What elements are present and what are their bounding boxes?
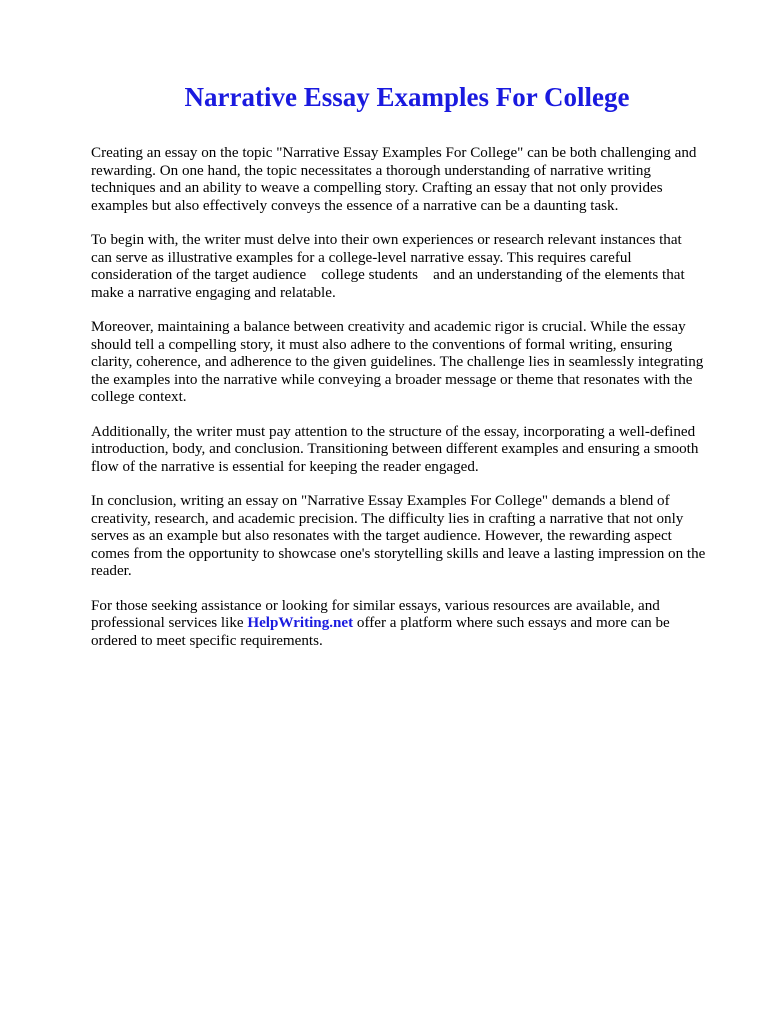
text-line-with-link [91, 615, 741, 633]
text-line: flow of the narrative is essential for keeping the reader engaged. [91, 458, 479, 475]
essay-body [91, 145, 741, 667]
text-line: techniques and an ability to weave a compelling story. Crafting an essay that not only provides [91, 180, 663, 196]
text-line: To begin with, the writer must delve into their own experiences or research relevant instances that [91, 232, 682, 248]
text-line: For those seeking assistance or looking for similar essays, various resources are available, and [91, 597, 660, 614]
paragraph-4 [91, 424, 741, 477]
text-line: should tell a compelling story, it must also adhere to the conventions of formal writing, ensuring [91, 336, 673, 353]
text-line: the examples into the narrative while conveying a broader message or theme that resonates with the [91, 371, 693, 388]
text-line: college context. [91, 389, 187, 405]
text-line: make a narrative engaging and relatable. [91, 284, 336, 301]
helpwriting-link[interactable]: HelpWriting.net [247, 615, 354, 631]
text-line: In conclusion, writing an essay on "Narrative Essay Examples For College" demands a blend of [91, 493, 670, 509]
text-line: creativity, research, and academic precision. The difficulty lies in crafting a narrative that not only [91, 510, 684, 527]
text-line: comes from the opportunity to showcase one's storytelling skills and leave a lasting impression on the [91, 545, 706, 562]
text-line: Additionally, the writer must pay attention to the structure of the essay, incorporating a well-defined [91, 423, 696, 440]
text-line: reader. [91, 563, 132, 579]
paragraph-1 [91, 145, 741, 215]
text-line: ordered to meet specific requirements. [91, 632, 323, 649]
text-line: examples but also effectively conveys the essence of a narrative can be a daunting task. [91, 197, 619, 214]
text-line: can serve as illustrative examples for a college-level narrative essay. This requires careful [91, 249, 632, 266]
paragraph-5 [91, 493, 741, 581]
text-line: serves as an example but also resonates with the target audience. However, the rewarding aspect [91, 528, 672, 544]
paragraph-3 [91, 319, 741, 407]
text-line: Moreover, maintaining a balance between creativity and academic rigor is crucial. While the essay [91, 319, 686, 335]
link-lead-text: professional services like [91, 615, 248, 631]
link-trail-text: offer a platform where such essays and more can be [353, 615, 670, 631]
text-line: introduction, body, and conclusion. Transitioning between different examples and ensuring a smooth [91, 441, 699, 457]
text-line: rewarding. On one hand, the topic necessitates a thorough understanding of narrative writing [91, 162, 651, 179]
paragraph-closing [91, 598, 741, 651]
text-line: clarity, coherence, and adherence to the given guidelines. The challenge lies in seamlessly integrating [91, 354, 704, 370]
paragraph-2 [91, 232, 741, 302]
text-line: Creating an essay on the topic "Narrative Essay Examples For College" can be both challenging and [91, 145, 697, 161]
text-line: consideration of the target audience college students and an understanding of the elements that [91, 267, 685, 283]
page-title: Narrative Essay Examples For College [184, 82, 630, 112]
